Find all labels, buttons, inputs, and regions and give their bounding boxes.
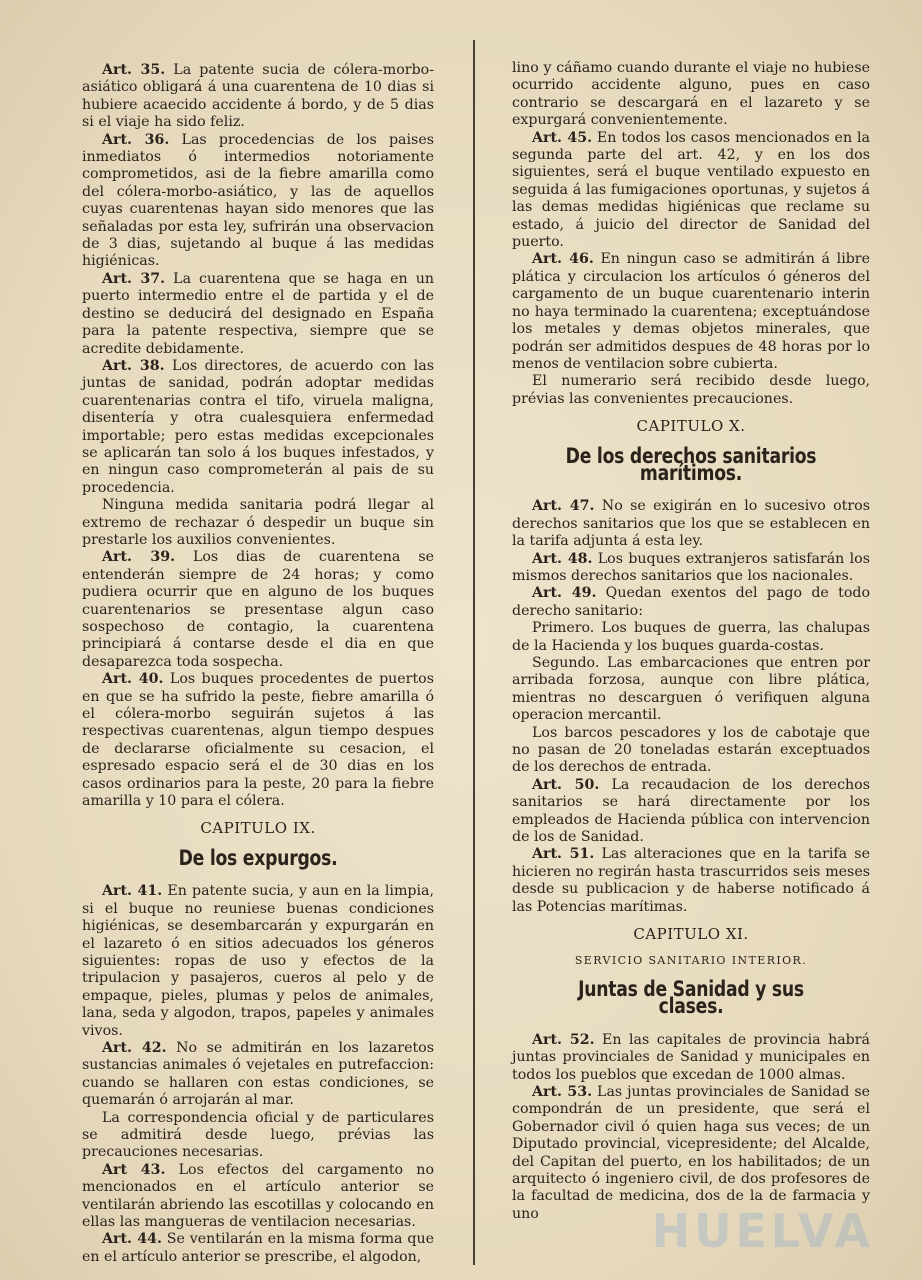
article-number: Art. 45.	[532, 129, 593, 146]
article-number: Art. 53.	[532, 1083, 593, 1100]
article-number: Art. 47.	[532, 498, 595, 515]
article-number: Art. 46.	[532, 251, 594, 268]
article-number: Art. 44.	[102, 1231, 162, 1248]
article-text: Los directores, de acuerdo con las juntas de sanidad, podrán adoptar medidas cuarentenarias contra el tifo, viruela maligna, disentería y otra cualesquiera enfermedad importable; pero estas medidas excepcionales se aplicarán tan solo á los buques infestados, y en ningun caso comprometerán al pais de su procedencia.	[82, 357, 434, 496]
chapter-x-title: CAPITULO X.	[636, 417, 746, 436]
article-number: Art. 41.	[102, 883, 163, 900]
article-text: Las juntas provinciales de Sanidad se compondrán de un presidente, que será el Gobernador civil ó quien haga sus veces; de un Diputado provincial, vicepresidente; del Alcalde, del Capitan del puerto, en los habilitados; de un arquitecto ó ingeniero civil, de dos profesores de la facultad de medicina, dos de la de farmacia y uno	[512, 1083, 870, 1222]
article-paragraph	[82, 883, 434, 1040]
article-paragraph	[512, 777, 870, 847]
article-text: En todos los casos mencionados en la segunda parte del art. 42, y en los dos siguientes, será el buque ventilado expuesto en seguida á las fumigaciones oportunas, y sujetos á las demas medidas higiénicas que reclame su estado, á juicio del director de Sanidad del puerto.	[512, 129, 870, 251]
article-paragraph	[82, 1231, 434, 1266]
chapter-xi-title: CAPITULO XI.	[633, 925, 749, 944]
chapter-xi-heading: Juntas de Sanidad y sus clases.	[578, 976, 804, 1019]
left-column	[82, 62, 434, 1266]
article-text: La recaudacion de los derechos sanitarios se hará directamente por los empleados de Hacienda pública con intervencion de los de Sanidad.	[512, 776, 870, 846]
article-text: Se ventilarán en la misma forma que en el artículo anterior se prescribe, el algodon,	[82, 1231, 434, 1265]
article-paragraph	[82, 497, 434, 549]
left-articles-a	[82, 62, 434, 810]
article-number: Art. 36.	[102, 131, 170, 148]
article-text: En ningun caso se admitirán á libre plática y circulacion los artículos ó géneros del cargamento de un buque cuarentenario interin no haya terminado la cuarentena; exceptuándose los metales y demas objetos minerales, que podrán ser admitidos despues de 48 horas por lo menos de ventilacion sobre cubierta.	[512, 251, 870, 372]
chapter-x-heading: De los derechos sanitarios marítimos.	[565, 443, 817, 485]
article-paragraph	[512, 551, 870, 586]
article-text: El numerario será recibido desde luego, prévias las convenientes precauciones.	[512, 373, 870, 407]
article-paragraph	[512, 60, 870, 130]
article-number: Art. 39.	[102, 549, 176, 566]
article-paragraph	[512, 620, 870, 655]
article-text: Segundo. Las embarcaciones que entren por arribada forzosa, aunque con libre plática, mientras no descarguen ó verifiquen alguna operacion mercantil.	[512, 655, 870, 724]
right-column	[512, 60, 870, 1223]
article-text: Los dias de cuarentena se entenderán siempre de 24 horas; y como pudiera ocurrir que en alguno de los buques cuarentenarios se presentase algun caso sospechoso de contagio, la cuarentena principiará á contarse desde el dia en que desaparezca toda sospecha.	[82, 549, 434, 670]
article-paragraph	[512, 1032, 870, 1084]
article-paragraph	[512, 1084, 870, 1223]
article-number: Art. 51.	[532, 846, 595, 863]
article-paragraph	[82, 671, 434, 810]
article-text: Los buques extranjeros satisfarán los mismos derechos sanitarios que los nacionales.	[512, 550, 870, 584]
article-number: Art. 40.	[102, 671, 164, 688]
article-paragraph	[82, 549, 434, 671]
right-articles-c	[512, 1032, 870, 1223]
column-divider	[473, 40, 475, 1265]
article-text: Las procedencias de los paises inmediatos ó intermedios notoriamente comprometidos, asi de la fiebre amarilla como del cólera-morbo-asiático, y las de aquellos cuyas cuarentenas hayan sido menores que las señaladas por esta ley, sufrirán una observacion de 3 dias, sujetando al buque á las medidas higiénicas.	[82, 131, 434, 270]
article-text: Los efectos del cargamento no mencionados en el artículo anterior se ventilarán abriendo las escotillas y colocando en ellas las mangueras de ventilacion necesarias.	[82, 1161, 434, 1230]
article-paragraph	[512, 498, 870, 550]
article-text: Los buques procedentes de puertos en que se ha sufrido la peste, fiebre amarilla ó el cólera-morbo seguirán sujetos á las respectivas cuarentenas, algun tiempo despues de declararse oficialmente su cesacion, el espresado espacio será el de 30 dias en los casos ordinarios para la peste, 20 para la fiebre amarilla y 10 para el cólera.	[82, 671, 434, 810]
article-text: Quedan exentos del pago de todo derecho sanitario:	[512, 585, 870, 619]
article-paragraph	[512, 585, 870, 620]
article-paragraph	[82, 62, 434, 132]
article-number: Art. 52.	[532, 1031, 595, 1048]
article-text: La patente sucia de cólera-morbo-asiático obligará á una cuarentena de 10 dias si hubiere acaecido accidente á bordo, y de 5 dias si el viaje ha sido feliz.	[82, 62, 434, 131]
article-paragraph	[82, 358, 434, 497]
article-paragraph	[82, 1040, 434, 1110]
article-text: Ninguna medida sanitaria podrá llegar al extremo de rechazar ó despedir un buque sin prestarle los auxilios convenientes.	[82, 497, 434, 548]
article-number: Art. 38.	[102, 357, 165, 374]
article-text: Primero. Los buques de guerra, las chalupas de la Hacienda y los buques guarda-costas.	[512, 620, 870, 654]
article-number: Art. 49.	[532, 585, 597, 602]
article-paragraph	[512, 655, 870, 725]
article-paragraph	[512, 373, 870, 408]
article-text: No se admitirán en los lazaretos sustancias animales ó vejetales en putrefaccion: cuando se hallaren con estas condiciones, se quemarán ó arrojarán al mar.	[82, 1039, 434, 1109]
right-articles-b	[512, 498, 870, 916]
article-paragraph	[512, 251, 870, 373]
article-text: La correspondencia oficial y de particulares se admitirá desde luego, prévias las precauciones necesarias.	[82, 1109, 434, 1161]
article-text: La cuarentena que se haga en un puerto intermedio entre el de partida y el de destino se deducirá del designado en España para la patente respectiva, siempre que se acredite debidamente.	[82, 270, 434, 357]
archive-watermark: HUELVA	[651, 1204, 874, 1258]
right-articles-a	[512, 60, 870, 408]
article-text: En patente sucia, y aun en la limpia, si el buque no reuniese buenas condiciones higiénicas, se desembarcarán y expurgarán en el lazareto ó en sitios adecuados los géneros siguientes: ropas de uso y efectos de la tripulacion y pasajeros, cueros al pelo y de empaque, pieles, plumas y pelos de animales, lana, seda y algodon, trapos, papeles y animales vivos.	[82, 883, 434, 1039]
article-paragraph	[82, 1162, 434, 1232]
article-text: Los barcos pescadores y los de cabotaje que no pasan de 20 toneladas estarán exceptuados de los derechos de entrada.	[512, 724, 870, 776]
article-number: Art 43.	[102, 1161, 166, 1178]
chapter-ix-title: CAPITULO IX.	[200, 819, 316, 838]
article-number: Art. 37.	[102, 270, 166, 287]
left-articles-b	[82, 883, 434, 1266]
article-paragraph	[82, 132, 434, 271]
article-text: No se exigirán en lo sucesivo otros derechos sanitarios que los que se establecen en la tarifa adjunta á esta ley.	[512, 498, 870, 550]
article-paragraph	[512, 846, 870, 916]
article-number: Art. 35.	[102, 62, 166, 78]
article-text: lino y cáñamo cuando durante el viaje no hubiese ocurrido accidente alguno, pues en caso contrario se descargará en el lazareto y se expurgará convenientemente.	[512, 60, 870, 129]
chapter-xi-subheading: SERVICIO SANITARIO INTERIOR.	[574, 953, 808, 967]
article-number: Art. 50.	[532, 776, 600, 793]
article-paragraph	[512, 130, 870, 252]
article-text: Las alteraciones que en la tarifa se hicieren no regirán hasta trascurridos seis meses desde su publicacion y de haberse notificado á las Potencias marítimas.	[512, 846, 870, 915]
article-number: Art. 48.	[532, 550, 593, 567]
article-paragraph	[512, 725, 870, 777]
article-number: Art. 42.	[102, 1039, 167, 1056]
article-paragraph	[82, 271, 434, 358]
chapter-ix-heading: De los expurgos.	[178, 845, 338, 870]
article-text: En las capitales de provincia habrá juntas provinciales de Sanidad y municipales en todos los pueblos que excedan de 1000 almas.	[512, 1031, 870, 1083]
article-paragraph	[82, 1110, 434, 1162]
